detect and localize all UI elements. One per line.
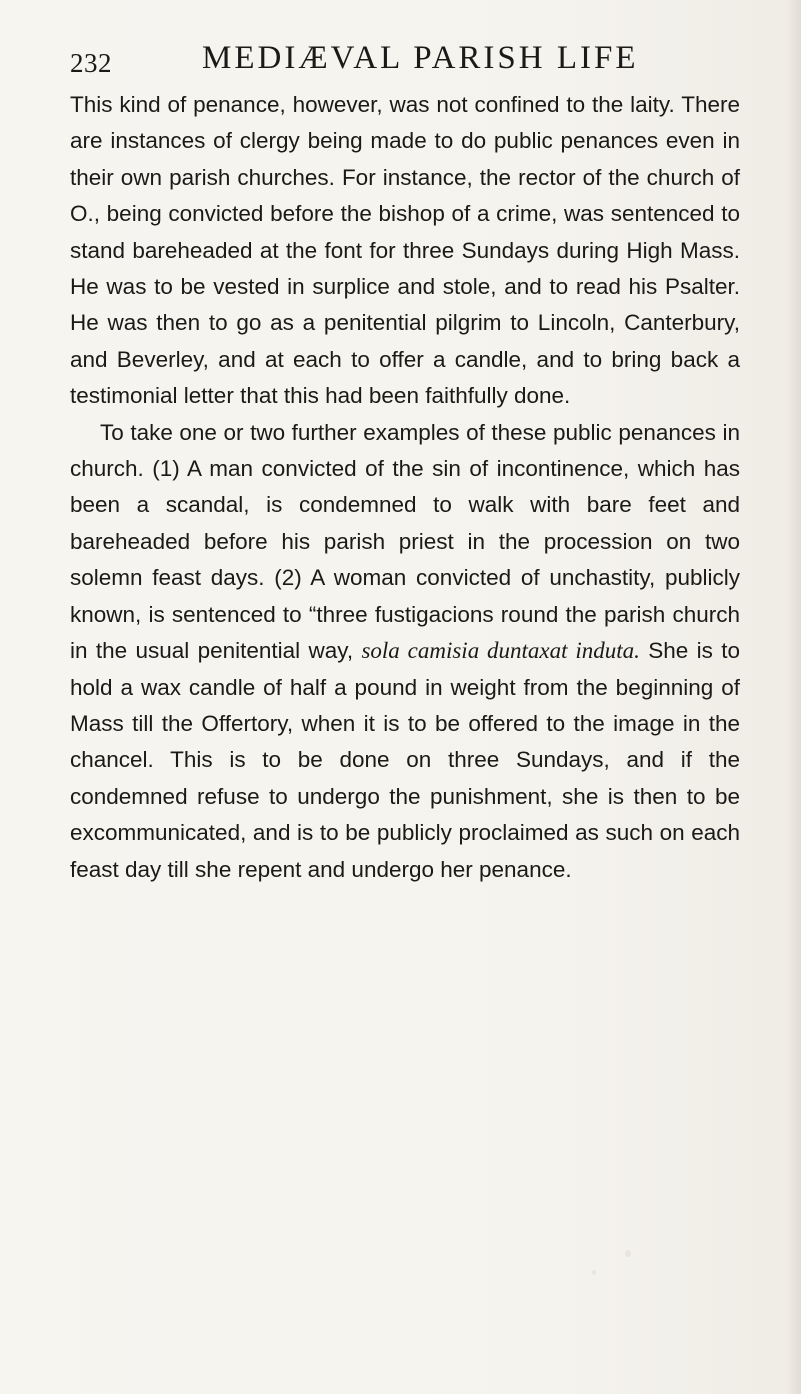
page-header (70, 40, 770, 90)
latin-quotation: sola camisia duntaxat induta. (361, 638, 640, 664)
paragraph (70, 415, 740, 888)
page-number: 232 (70, 48, 112, 78)
body-text (70, 87, 740, 888)
page-edge-shadow (787, 0, 801, 1394)
paragraph: This kind of penance, however, was not confined to the laity. There are instances of clergy being made to do public penances even in their own parish churches. For instance, the rector of the church of O., being convicted before the bishop of a crime, was sentenced to stand bareheaded at the font for three Sundays during High Mass. He was to be vested in surplice and stole, and to read his Psalter. He was then to go as a penitential pilgrim to Lincoln, Canterbury, and Beverley, and at each to offer a candle, and to bring back a testimonial letter that this had been faithfully done. (70, 92, 740, 409)
paragraph-text: To take one or two further examples of these public penances in church. (1) A man convicted of the sin of incontinence, which has been a scandal, is condemned to walk with bare feet and bareheaded before his parish priest in the procession on two solemn feast days. (2) A woman convicted of unchastity, publicly known, is sentenced to “three fustigacions round the parish church in the usual penitential way, (70, 419, 740, 664)
paragraph-text: She is to hold a wax candle of half a pound in weight from the beginning of Mass till the Offertory, when it is to be offered to the image in the chancel. This is to be done on three Sundays, and if the condemned refuse to undergo the punishment, she is then to be excommunicated, and is to be publicly proclaimed as such on each feast day till she repent and undergo her penance. (70, 638, 740, 882)
running-title: MEDIÆVAL PARISH LIFE (202, 40, 639, 76)
paper-spot (625, 1250, 631, 1257)
paper-spot (592, 1270, 596, 1275)
